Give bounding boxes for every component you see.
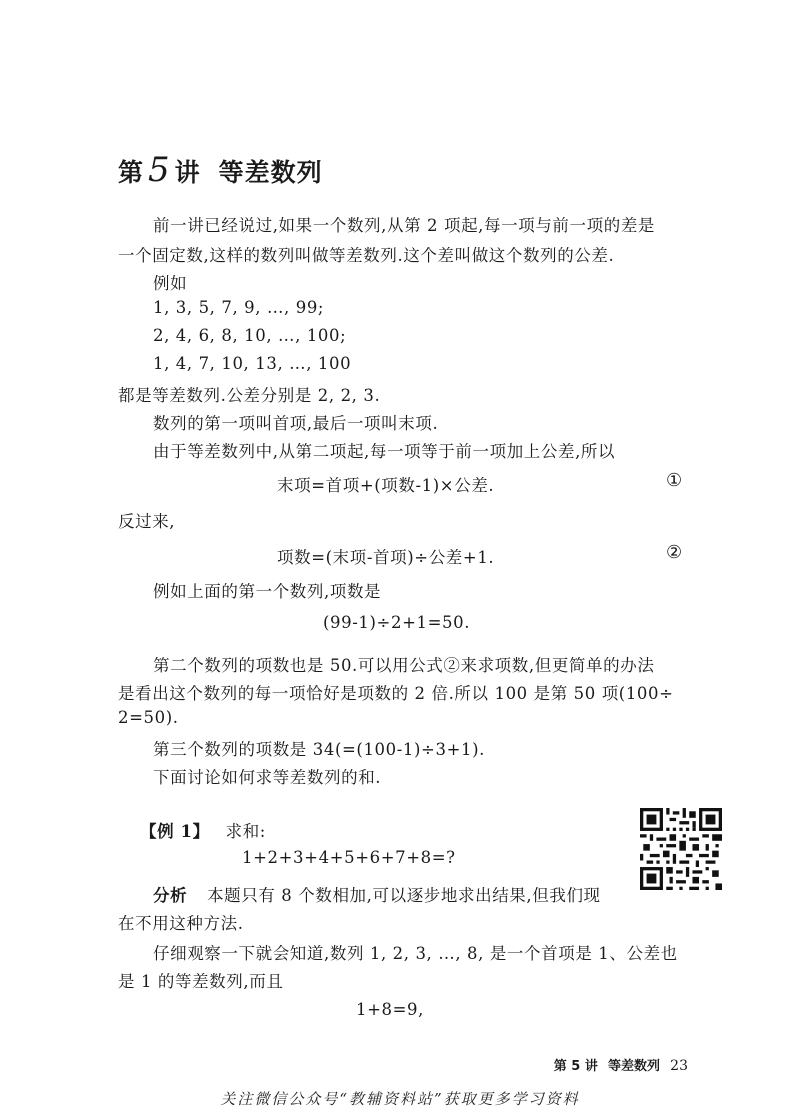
third-sequence: 第三个数列的项数是 34(=(100-1)÷3+1). [153, 740, 485, 759]
analysis-text-1: 本题只有 8 个数相加,可以逐步地求出结果,但我们现 [207, 886, 601, 905]
sequence-1: 1, 3, 5, 7, 9, …, 99; [153, 298, 325, 317]
second-sequence-line-2: 是看出这个数列的每一项恰好是项数的 2 倍.所以 100 是第 50 项(100÷ [118, 684, 674, 703]
analysis-line-1 [153, 882, 601, 906]
second-sequence-line-1: 第二个数列的项数也是 50.可以用公式②来求项数,但更简单的办法 [153, 656, 655, 675]
page-number: 23 [670, 1058, 688, 1074]
example-1-prompt: 求和: [225, 822, 266, 841]
formula-marker-1: ① [666, 470, 683, 491]
formula-marker-2: ② [666, 542, 683, 563]
analysis-label: 分析 [153, 886, 188, 905]
common-difference-note: 都是等差数列.公差分别是 2, 2, 3. [118, 386, 381, 405]
conversely-text: 反过来, [118, 512, 176, 531]
chapter-title [118, 150, 323, 190]
footer-topic: 等差数列 [608, 1059, 661, 1074]
page-footer [554, 1055, 688, 1074]
second-sequence-line-3: 2=50). [118, 708, 179, 727]
footer-chapter: 第 5 讲 [553, 1059, 598, 1074]
promo-note: 关注微信公众号“教辅资料站”获取更多学习资料 [220, 1090, 580, 1108]
chapter-prefix: 第 [118, 158, 145, 187]
observe-line-1: 仔细观察一下就会知道,数列 1, 2, 3, …, 8, 是一个首项是 1、公差也 [153, 944, 678, 963]
chapter-suffix: 讲 [174, 158, 201, 187]
example-first-sequence: 例如上面的第一个数列,项数是 [153, 582, 382, 601]
analysis-line-2: 在不用这种方法. [118, 914, 244, 933]
example-1-expression: 1+2+3+4+5+6+7+8=? [242, 848, 456, 867]
example-intro: 例如 [153, 274, 188, 293]
qr-code [640, 808, 722, 890]
observe-line-2: 是 1 的等差数列,而且 [118, 972, 284, 991]
example-1-label: 【例 1】 [140, 822, 210, 841]
sequence-3: 1, 4, 7, 10, 13, …, 100 [153, 354, 352, 373]
sum-pair-formula: 1+8=9, [356, 1000, 424, 1019]
example-1-header [140, 818, 266, 842]
formula-last-term: 末项=首项+(项数-1)×公差. [277, 476, 495, 495]
first-last-term-definition: 数列的第一项叫首项,最后一项叫末项. [153, 414, 439, 433]
intro-line-1: 前一讲已经说过,如果一个数列,从第 2 项起,每一项与前一项的差是 [153, 216, 656, 235]
chapter-number: 5 [148, 150, 171, 190]
intro-line-2: 一个固定数,这样的数列叫做等差数列.这个差叫做这个数列的公差. [118, 246, 615, 265]
chapter-topic: 等差数列 [218, 158, 323, 187]
formula-term-count: 项数=(末项-首项)÷公差+1. [277, 548, 495, 567]
calculation-first-sequence: (99-1)÷2+1=50. [323, 613, 471, 632]
next-topic: 下面讨论如何求等差数列的和. [153, 768, 382, 787]
derivation-intro: 由于等差数列中,从第二项起,每一项等于前一项加上公差,所以 [153, 442, 616, 461]
sequence-2: 2, 4, 6, 8, 10, …, 100; [153, 326, 347, 345]
